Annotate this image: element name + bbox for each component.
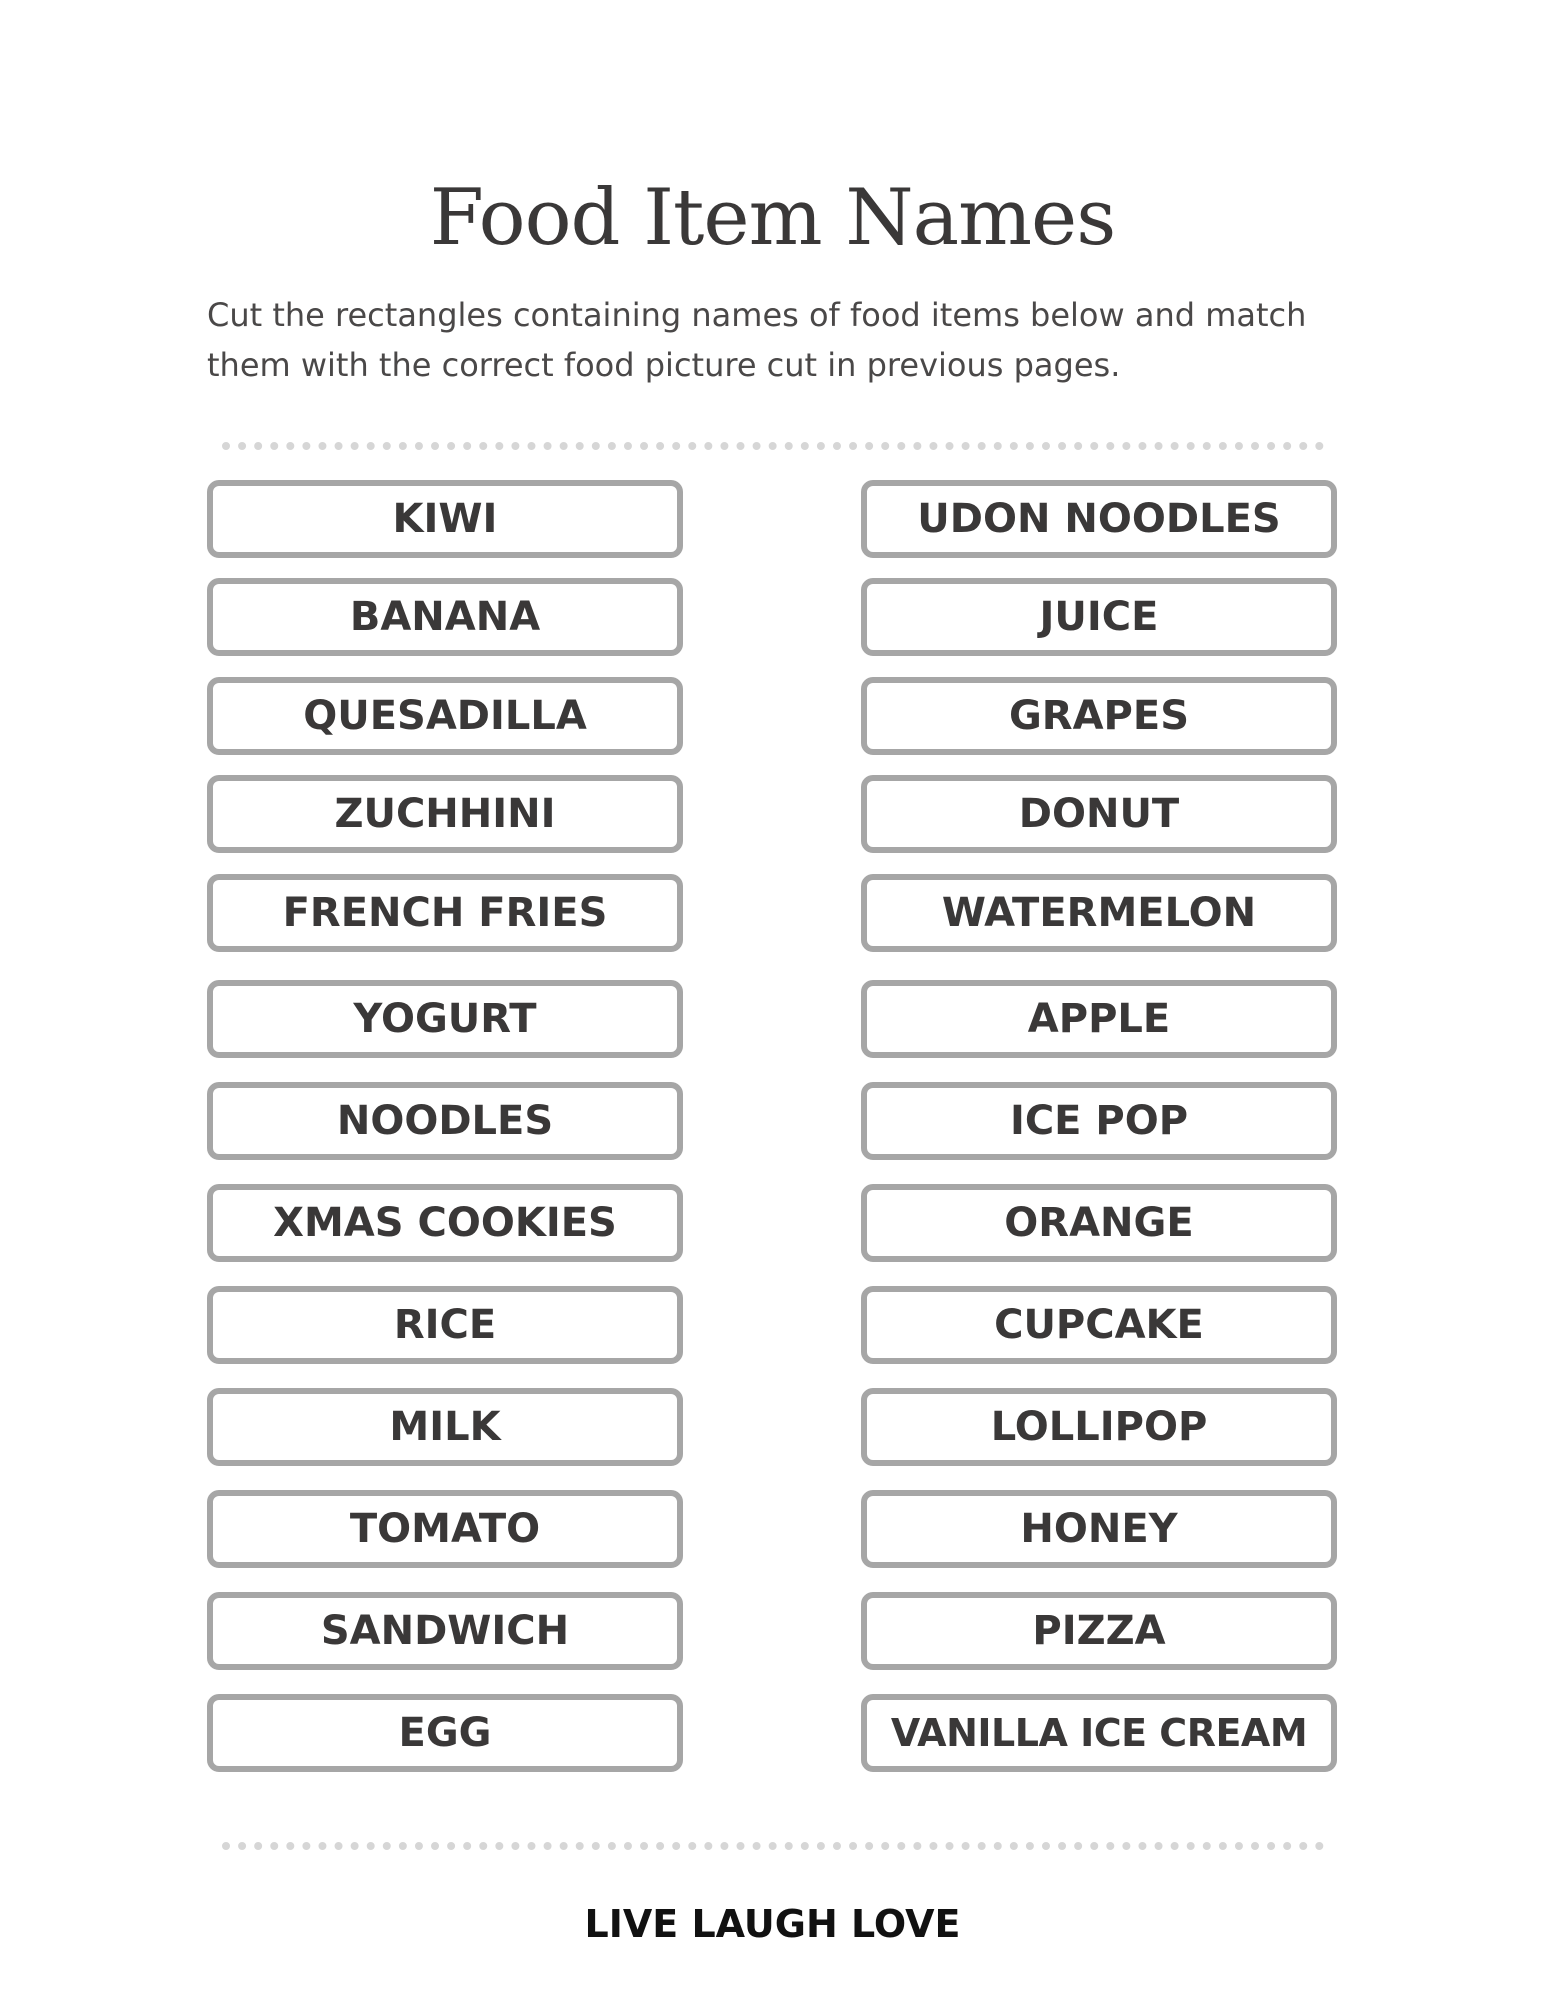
food-name-box[interactable]: DONUT bbox=[861, 775, 1337, 853]
food-name-box[interactable]: LOLLIPOP bbox=[861, 1388, 1337, 1466]
footer-text: LIVE LAUGH LOVE bbox=[584, 1902, 961, 1946]
food-name-box[interactable]: XMAS COOKIES bbox=[207, 1184, 683, 1262]
food-name-box[interactable]: GRAPES bbox=[861, 677, 1337, 755]
food-name-box[interactable]: QUESADILLA bbox=[207, 677, 683, 755]
food-name-box[interactable]: ICE POP bbox=[861, 1082, 1337, 1160]
top-dotted-divider bbox=[222, 442, 1324, 450]
food-name-box[interactable]: RICE bbox=[207, 1286, 683, 1364]
bottom-dotted-divider bbox=[222, 1842, 1324, 1850]
food-name-box[interactable]: JUICE bbox=[861, 578, 1337, 656]
food-name-box[interactable]: EGG bbox=[207, 1694, 683, 1772]
instructions-text: Cut the rectangles containing names of food items below and match them with the correct food picture cut in previous pages. bbox=[207, 296, 1307, 384]
food-name-box[interactable]: UDON NOODLES bbox=[861, 480, 1337, 558]
food-name-box[interactable]: VANILLA ICE CREAM bbox=[861, 1694, 1337, 1772]
food-name-box[interactable]: KIWI bbox=[207, 480, 683, 558]
food-name-box[interactable]: ZUCHHINI bbox=[207, 775, 683, 853]
food-name-box[interactable]: YOGURT bbox=[207, 980, 683, 1058]
food-name-box[interactable]: MILK bbox=[207, 1388, 683, 1466]
food-name-box[interactable]: WATERMELON bbox=[861, 874, 1337, 952]
food-name-box[interactable]: FRENCH FRIES bbox=[207, 874, 683, 952]
food-name-box[interactable]: APPLE bbox=[861, 980, 1337, 1058]
food-name-box[interactable]: NOODLES bbox=[207, 1082, 683, 1160]
food-name-box[interactable]: PIZZA bbox=[861, 1592, 1337, 1670]
page-title: Food Item Names bbox=[429, 173, 1116, 263]
food-name-box[interactable]: ORANGE bbox=[861, 1184, 1337, 1262]
food-name-box[interactable]: CUPCAKE bbox=[861, 1286, 1337, 1364]
food-name-box[interactable]: HONEY bbox=[861, 1490, 1337, 1568]
food-name-box[interactable]: TOMATO bbox=[207, 1490, 683, 1568]
food-name-box[interactable]: SANDWICH bbox=[207, 1592, 683, 1670]
food-name-box[interactable]: BANANA bbox=[207, 578, 683, 656]
